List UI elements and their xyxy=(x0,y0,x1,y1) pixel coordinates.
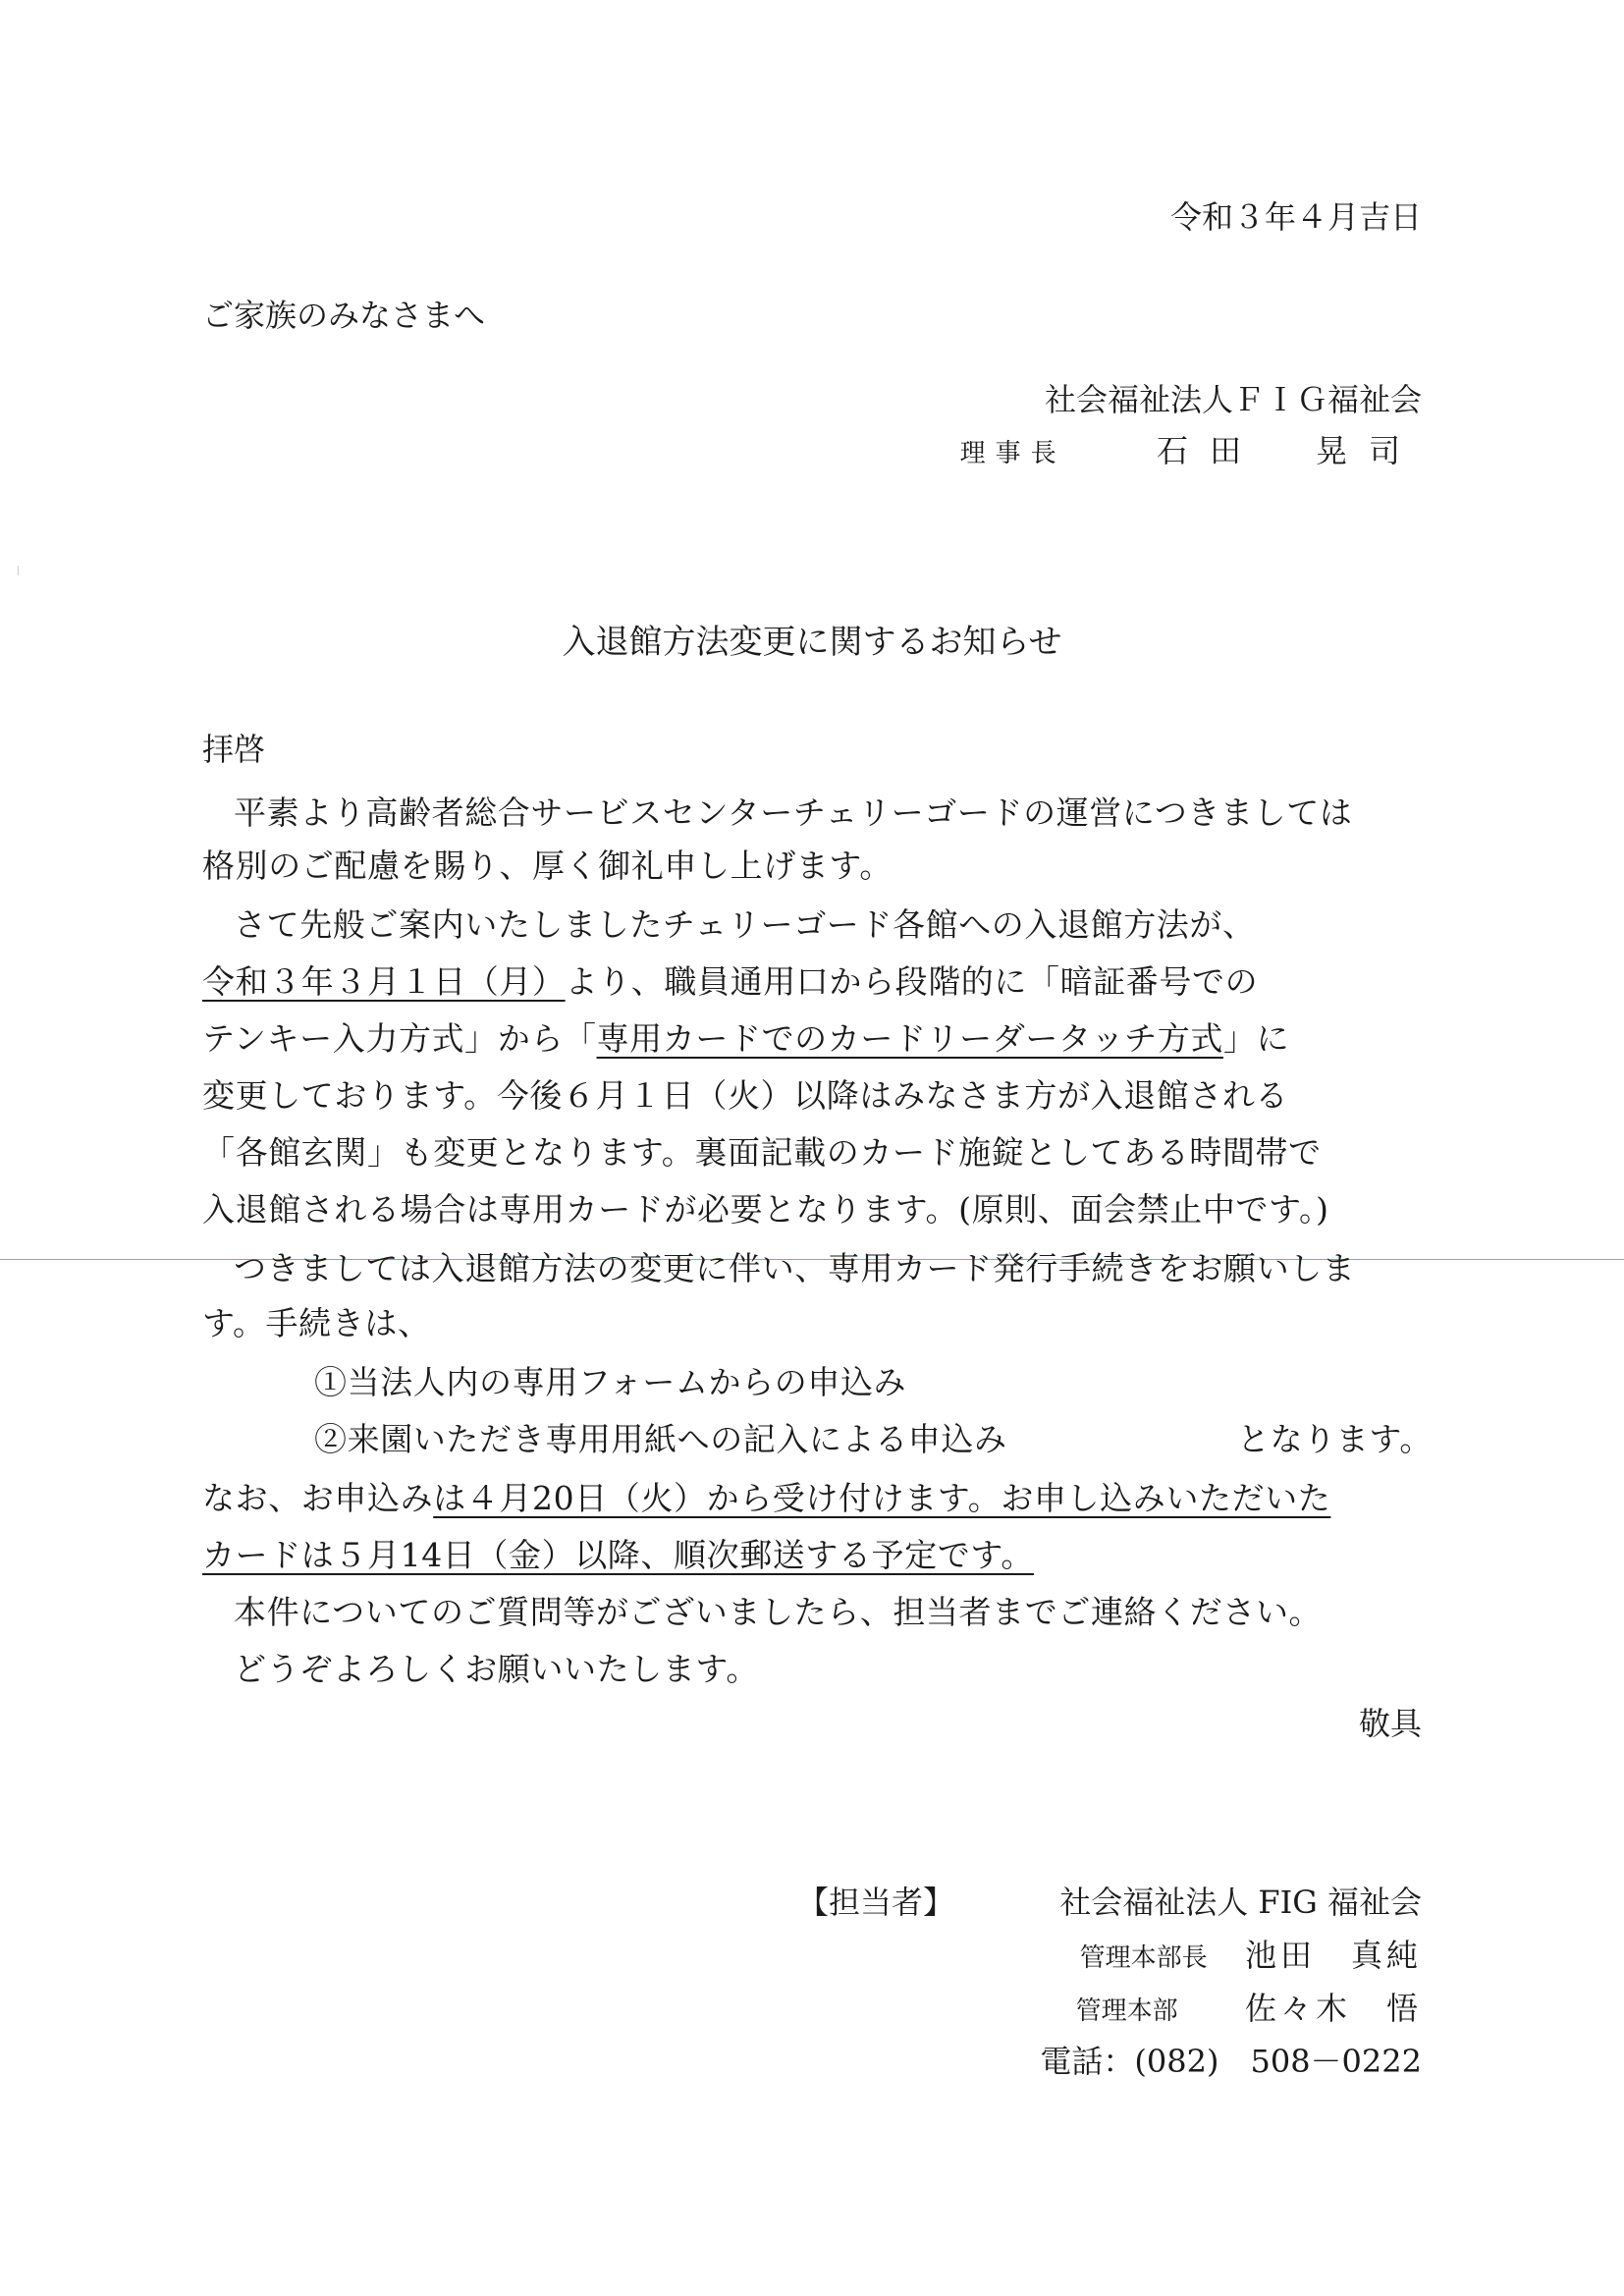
contact-person-2-title: 管理本部 xyxy=(1075,1996,1178,2026)
document-title: 入退館方法変更に関するお知らせ xyxy=(562,623,1062,662)
body-p3-line2: す。手続きは、 xyxy=(202,1304,431,1342)
contact-person-2-name: 佐々木 悟 xyxy=(1244,1990,1422,2027)
document-date: 令和３年４月吉日 xyxy=(1169,198,1422,236)
mailing-date-underlined: カードは５月14日（金）以降、順次郵送する予定です。 xyxy=(202,1536,1034,1574)
body-p2-line4: 変更しております。今後６月１日（火）以降はみなさま方が入退館される xyxy=(202,1076,1289,1115)
body-p1-line1: 平素より高齢者総合サービスセンターチェリーゴードの運営につきましては xyxy=(234,793,1353,832)
sender-organization: 社会福祉法人ＦＩＧ福祉会 xyxy=(1044,381,1422,418)
greeting-open: 拝啓 xyxy=(202,731,266,768)
body-p4-line2 xyxy=(202,1530,1034,1576)
contact-person-1-name: 池田 真純 xyxy=(1244,1937,1422,1974)
contact-phone: 電話：(082) 508－0222 xyxy=(1040,2043,1422,2080)
application-date-underlined: は４月20日（火）から受け付けます。お申し込みいただいた xyxy=(433,1479,1331,1517)
contact-person-1-title: 管理本部長 xyxy=(1079,1943,1208,1973)
body-p2-line5: 「各館玄関」も変更となります。裏面記載のカード施錠としてある時間帯で xyxy=(202,1133,1322,1172)
body-p2-line1: さて先般ご案内いたしましたチェリーゴード各館への入退館方法が、 xyxy=(234,905,1256,944)
contact-person-1 xyxy=(1080,1931,1422,1976)
sender-role: 理事長 xyxy=(959,439,1066,468)
recipient: ご家族のみなさまへ xyxy=(202,297,486,334)
list-item-1: ①当法人内の専用フォームからの申込み xyxy=(314,1363,907,1401)
body-p5-line1: 本件についてのご質問等がございましたら、担当者までご連絡ください。 xyxy=(234,1593,1323,1631)
body-p2-line6: 入退館される場合は専用カードが必要となります。(原則、面会禁止中です。) xyxy=(202,1190,1329,1229)
body-p1-line2: 格別のご配慮を賜り、厚く御礼申し上げます。 xyxy=(202,847,893,885)
body-p2-line2: 令和３年３月１日（月）より、職員通用口から段階的に「暗証番号での xyxy=(202,962,1259,1001)
contact-label: 【担当者】 xyxy=(797,1884,955,1921)
date-change-underlined: 令和３年３月１日（月） xyxy=(202,962,566,1001)
card-method-underlined: 専用カードでのカードリーダータッチ方式 xyxy=(596,1019,1223,1058)
contact-person-2 xyxy=(1076,1984,1422,2029)
sender-line xyxy=(960,426,1422,471)
body-p5-line2: どうぞよろしくお願いいたします。 xyxy=(234,1650,759,1688)
body-p3-line1: つきましては入退館方法の変更に伴い、専用カード発行手続きをお願いしま xyxy=(234,1249,1356,1287)
scan-mark xyxy=(18,566,19,575)
list-item-2: ②来園いただき専用用紙への記入による申込み xyxy=(314,1420,1007,1458)
list-item-2-suffix: となります。 xyxy=(1237,1420,1433,1458)
body-p4-line1: なお、お申込みは４月20日（火）から受け付けます。お申し込みいただいた xyxy=(202,1479,1331,1517)
body-p2-line3: テンキー入力方式」から「専用カードでのカードリーダータッチ方式」に xyxy=(202,1019,1290,1058)
sender-name: 石田 晃司 xyxy=(1156,432,1422,469)
greeting-close: 敬具 xyxy=(1358,1705,1422,1742)
contact-organization: 社会福祉法人 FIG 福祉会 xyxy=(1059,1884,1422,1921)
